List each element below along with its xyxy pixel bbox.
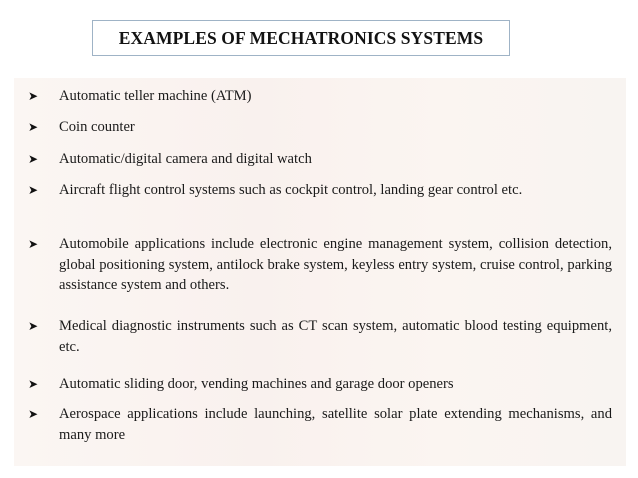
title-box bbox=[92, 20, 510, 56]
arrow-bullet-icon: ➤ bbox=[28, 183, 39, 197]
page-title: EXAMPLES OF MECHATRONICS SYSTEMS bbox=[118, 27, 484, 48]
list-item-text: Aerospace applications include launching, satellite solar plate extending mechanisms, and many more bbox=[59, 406, 612, 443]
list-item-text: Automatic/digital camera and digital watch bbox=[59, 151, 312, 167]
list-item-text: Medical diagnostic instruments such as CT scan system, automatic blood testing equipment, etc. bbox=[59, 318, 612, 355]
arrow-bullet-icon: ➤ bbox=[28, 377, 39, 391]
list-item-text: Aircraft flight control systems such as cockpit control, landing gear control etc. bbox=[59, 182, 523, 198]
arrow-bullet-icon: ➤ bbox=[28, 89, 39, 103]
list-item-text: Automatic teller machine (ATM) bbox=[59, 88, 252, 104]
arrow-bullet-icon: ➤ bbox=[28, 319, 39, 333]
arrow-bullet-icon: ➤ bbox=[28, 120, 39, 134]
arrow-bullet-icon: ➤ bbox=[28, 237, 39, 251]
list-item-text: Coin counter bbox=[59, 119, 135, 135]
arrow-bullet-icon: ➤ bbox=[28, 407, 39, 421]
list-item-text: Automobile applications include electronic engine management system, collision detection, global positioning system, antilock brake system, keyless entry system, cruise control, parking assistance system and others. bbox=[59, 236, 612, 293]
arrow-bullet-icon: ➤ bbox=[28, 152, 39, 166]
list-item-text: Automatic sliding door, vending machines and garage door openers bbox=[59, 376, 454, 392]
